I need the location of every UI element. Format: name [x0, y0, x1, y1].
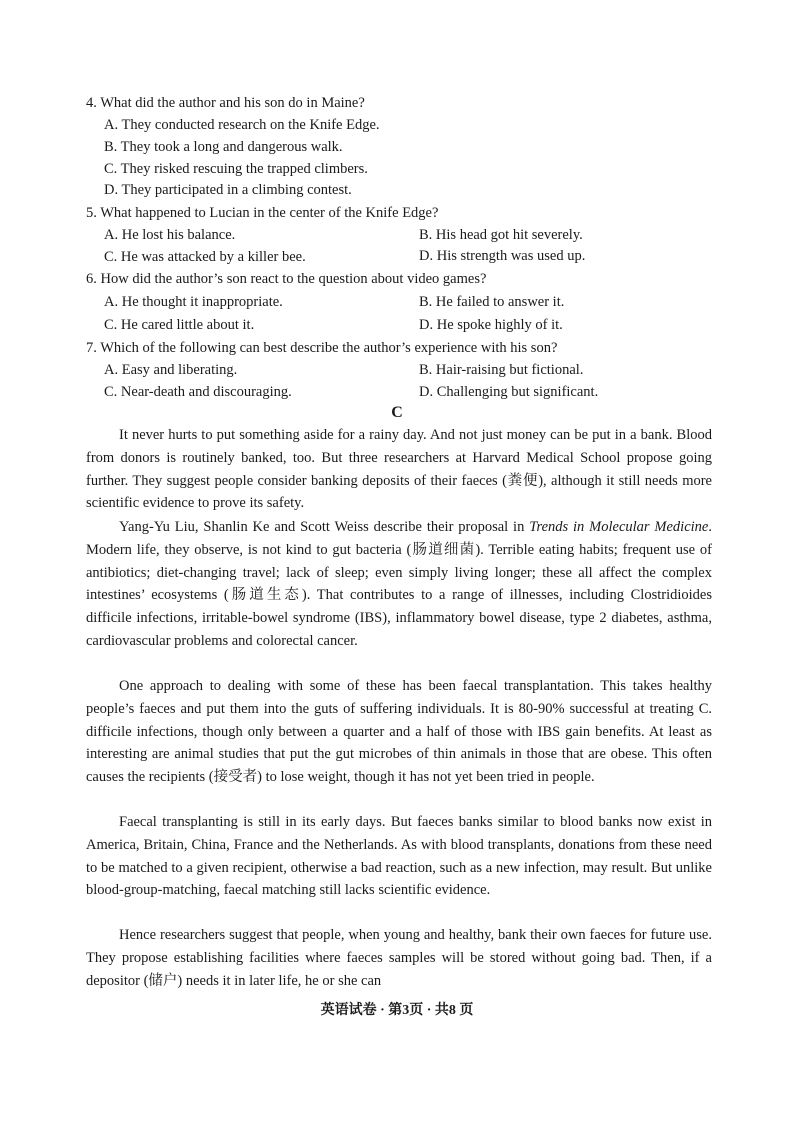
question-4-option-a: A. They conducted research on the Knife Edge. — [104, 117, 380, 133]
question-7-option-d: D. Challenging but significant. — [419, 384, 599, 400]
passage-paragraph-2: Yang-Yu Liu, Shanlin Ke and Scott Weiss describe their proposal in Trends in Molecular Medicine. Modern life, they observe, is not kind to gut bacteria (肠道细菌). Terrible eating habits; frequent use of antibiotics; diet-changing travel; lack of sleep; even simply living longer; these all affect the complex intestines’ ecosystems (肠道生态). That contributes to a range of illnesses, including Clostridioides difficile infections, irritable-bowel syndrome (IBS), inflammatory bowel disease, type 2 diabetes, asthma, cardiovascular problems and colorectal cancer. — [86, 519, 712, 649]
question-6-option-a: A. He thought it inappropriate. — [104, 294, 283, 310]
question-4-option-d: D. They participated in a climbing contest. — [104, 182, 352, 198]
question-6-option-c: C. He cared little about it. — [104, 317, 255, 333]
question-7-stem: 7. Which of the following can best describe the author’s experience with his son? — [86, 340, 558, 356]
passage-paragraph-5: Hence researchers suggest that people, when young and healthy, bank their own faeces for future use. They propose establishing facilities where faeces samples will be stored without going bad. Then, if a depositor (储户) needs it in later life, he or she can — [86, 927, 712, 989]
question-4-stem: 4. What did the author and his son do in Maine? — [86, 95, 365, 111]
journal-title: Trends in Molecular Medicine — [529, 519, 709, 535]
question-6-stem: 6. How did the author’s son react to the question about video games? — [86, 271, 487, 287]
question-7-option-c: C. Near-death and discouraging. — [104, 384, 292, 400]
passage-paragraph-4: Faecal transplanting is still in its early days. But faeces banks similar to blood banks now exist in America, Britain, China, France and the Netherlands. As with blood transplants, donations from these need to be matched to a given recipient, otherwise a bad reaction, such as a new infection, may result. But unlike blood-group-matching, faecal matching still lacks scientific evidence. — [86, 814, 712, 899]
question-5-stem: 5. What happened to Lucian in the center of the Knife Edge? — [86, 205, 439, 221]
passage-paragraph-3: One approach to dealing with some of these has been faecal transplantation. This takes healthy people’s faeces and put them into the guts of suffering individuals. It is 80-90% successful at treating C. difficile infections, though only between a quarter and a half of those with IBS gain benefits. At least as interesting are animal studies that put the gut microbes of thin animals in those that are obese. This often causes the recipients (接受者) to lose weight, though it has not yet been tried in people. — [86, 678, 712, 785]
page-footer: 英语试卷 · 第3页 · 共8 页 — [320, 1003, 474, 1018]
section-heading: C — [391, 404, 403, 421]
question-7-option-b: B. Hair-raising but fictional. — [419, 362, 584, 378]
question-6-option-b: B. He failed to answer it. — [419, 294, 565, 310]
question-5-option-d: D. His strength was used up. — [419, 248, 586, 264]
question-5-option-a: A. He lost his balance. — [104, 227, 236, 243]
passage-paragraph-1: It never hurts to put something aside for a rainy day. And not just money can be put in a bank. Blood from donors is routinely banked, too. But three researchers at Harvard Medical School propose going further. They suggest people consider banking deposits of their faeces (粪便), although it still needs more scientific evidence to prove its safety. — [86, 427, 712, 512]
question-5-option-c: C. He was attacked by a killer bee. — [104, 249, 306, 265]
question-4-option-c: C. They risked rescuing the trapped climbers. — [104, 161, 368, 177]
question-5-option-b: B. His head got hit severely. — [419, 227, 583, 243]
question-6-option-d: D. He spoke highly of it. — [419, 317, 563, 333]
question-4-option-b: B. They took a long and dangerous walk. — [104, 139, 343, 155]
question-7-option-a: A. Easy and liberating. — [104, 362, 238, 378]
